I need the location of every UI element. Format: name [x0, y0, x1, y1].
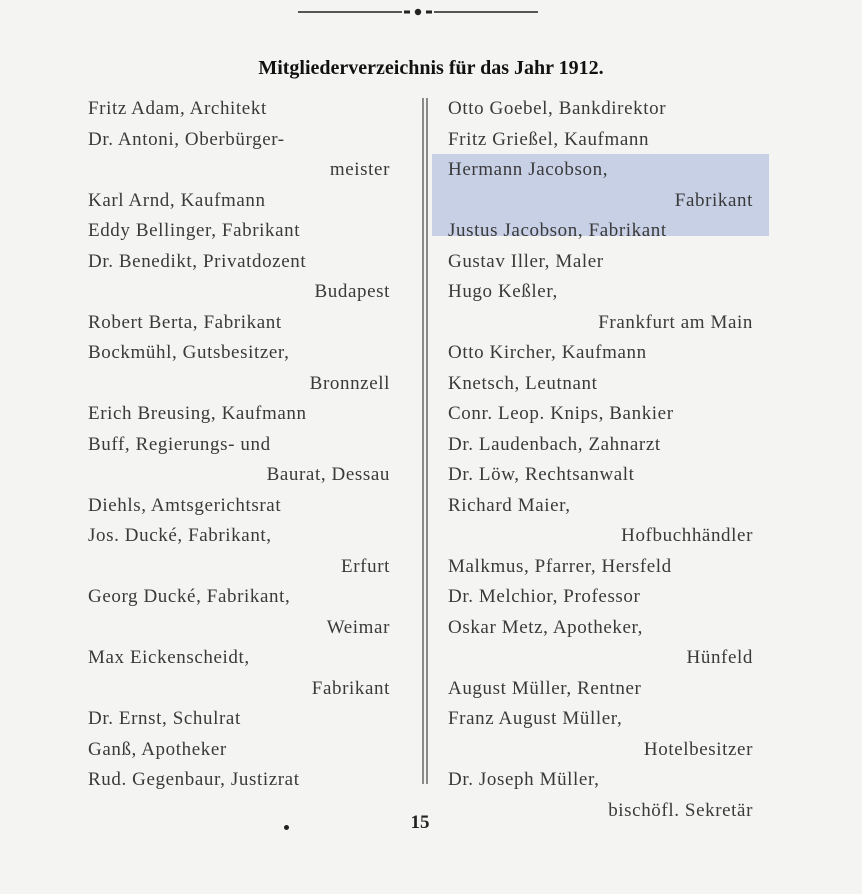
member-entry-line: Richard Maier, — [448, 494, 571, 516]
member-entry-line: Gustav Iller, Maler — [448, 250, 604, 272]
member-entry-line: Conr. Leop. Knips, Bankier — [448, 403, 674, 424]
member-entry-line: Justus Jacobson, Fabrikant — [448, 220, 667, 241]
member-entry-line: Hugo Keßler, — [448, 281, 558, 302]
member-entry-line: Budapest — [314, 281, 390, 302]
member-entry-line: Robert Berta, Fabrikant — [88, 311, 282, 333]
member-entry-line: Frankfurt am Main — [598, 311, 753, 333]
member-entry-line: Ganß, Apotheker — [88, 738, 227, 760]
member-entry-line: Weimar — [326, 616, 390, 638]
member-entry-line: August Müller, Rentner — [448, 677, 642, 699]
member-entry-line: Hermann Jacobson, — [448, 159, 609, 180]
member-list-left — [88, 94, 390, 796]
member-entry-line: Buff, Regierungs- und — [88, 433, 271, 455]
header-ornament — [298, 6, 538, 18]
member-entry-line: Oskar Metz, Apotheker, — [448, 616, 643, 638]
member-entry-line: Dr. Joseph Müller, — [448, 769, 600, 790]
member-entry-line: Malkmus, Pfarrer, Hersfeld — [448, 555, 672, 577]
member-entry-line: Bronnzell — [309, 372, 390, 394]
member-entry-line: Georg Ducké, Fabrikant, — [88, 586, 291, 607]
member-entry-line: Fritz Grießel, Kaufmann — [448, 128, 650, 150]
member-entry-line: Fabrikant — [311, 677, 390, 699]
member-entry-line: Franz August Müller, — [448, 708, 623, 729]
member-entry-line: Dr. Antoni, Oberbürger- — [88, 128, 285, 150]
page-title: Mitgliederverzeichnis für das Jahr 1912. — [258, 57, 604, 79]
member-entry-line: Diehls, Amtsgerichtsrat — [88, 494, 282, 516]
member-entry-line: Max Eickenscheidt, — [88, 647, 250, 668]
ink-dot — [284, 825, 289, 830]
member-entry-line: Eddy Bellinger, Fabrikant — [88, 220, 301, 241]
member-entry-line: Erich Breusing, Kaufmann — [88, 403, 307, 424]
member-entry-line: bischöfl. Sekretär — [608, 799, 753, 821]
member-entry-line: Karl Arnd, Kaufmann — [88, 189, 266, 211]
member-entry-line: Jos. Ducké, Fabrikant, — [88, 525, 272, 546]
member-entry-line: Fritz Adam, Architekt — [88, 98, 267, 119]
member-entry-line: Dr. Löw, Rechtsanwalt — [448, 464, 635, 485]
member-entry-line: Hofbuchhändler — [621, 525, 753, 546]
member-entry-line: Dr. Laudenbach, Zahnarzt — [448, 433, 661, 455]
page-number: 15 — [410, 812, 430, 833]
member-entry-line: Rud. Gegenbaur, Justizrat — [88, 769, 300, 790]
member-entry-line: Dr. Benedikt, Privatdozent — [88, 250, 307, 272]
member-list-right — [448, 94, 753, 826]
member-entry-line: Erfurt — [341, 555, 390, 577]
member-entry-line: Fabrikant — [674, 189, 753, 211]
member-entry-line: Knetsch, Leutnant — [448, 372, 598, 394]
member-entry-line: Bockmühl, Gutsbesitzer, — [88, 342, 290, 363]
column-divider — [421, 98, 429, 784]
member-entry-line: Otto Goebel, Bankdirektor — [448, 98, 667, 119]
member-entry-line: Hünfeld — [686, 647, 753, 668]
member-entry-line: Dr. Melchior, Professor — [448, 586, 641, 607]
member-entry-line: Baurat, Dessau — [266, 464, 390, 485]
member-entry-line: Dr. Ernst, Schulrat — [88, 708, 241, 729]
member-entry-line: meister — [329, 159, 390, 180]
member-entry-line: Hotelbesitzer — [643, 738, 753, 760]
member-entry-line: Otto Kircher, Kaufmann — [448, 342, 647, 363]
